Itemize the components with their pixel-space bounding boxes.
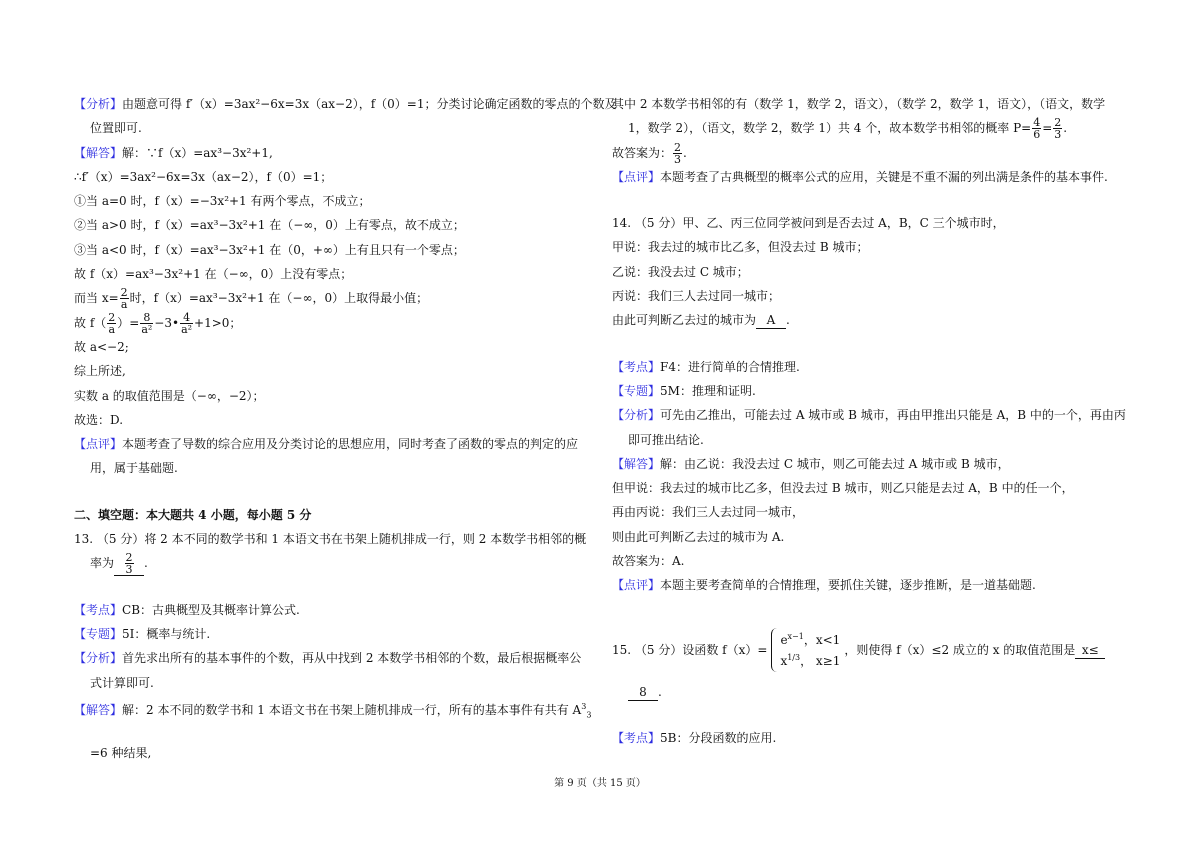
- question-13: 13. （5 分）将 2 本不同的数学书和 1 本语文书在书架上随机排成一行，则 2 本数学书相邻的概: [74, 532, 587, 547]
- denominator: 3: [1054, 128, 1062, 142]
- text-segment: +1>0；: [194, 315, 242, 330]
- text-segment: .: [1063, 121, 1068, 136]
- numerator: 2: [1054, 116, 1062, 130]
- text-line: 丙说：我们三人去过同一城市；: [612, 289, 781, 304]
- text-line: 故选：D.: [74, 412, 124, 427]
- solution-line: [74, 695, 592, 720]
- numerator: 4: [180, 312, 193, 324]
- denominator: 6: [1033, 128, 1041, 142]
- zhuanti-line: 【专题】5M：推理和证明.: [612, 383, 756, 398]
- text-line: ③当 a<0 时，f（x）=ax³−3x²+1 在（0，+∞）上有且只有一个零点；: [74, 242, 465, 257]
- kaodian-line: 【考点】F4：进行简单的合情推理.: [612, 359, 800, 374]
- answer-blank: x≤: [1075, 642, 1105, 659]
- text-line: 【解答】解：∵f（x）=ax³−3x²+1,: [74, 145, 273, 160]
- superscript: x−1: [787, 632, 804, 642]
- denominator: a²: [141, 322, 153, 336]
- text-line: 式计算即可.: [90, 675, 154, 690]
- piecewise-brace: [771, 628, 840, 672]
- text-segment: e: [780, 633, 788, 648]
- denominator: a²: [181, 322, 193, 336]
- numerator: 2: [108, 310, 116, 324]
- text-line: [612, 680, 1128, 704]
- text-segment: 时，f（x）=ax³−3x²+1 在（−∞，0）上取得最小值；: [129, 291, 429, 306]
- denominator: a: [108, 322, 116, 336]
- text-segment: .: [786, 313, 790, 328]
- answer-blank: 8: [628, 684, 658, 701]
- text-line: 故 f（x）=ax³−3x²+1 在（−∞，0）上没有零点；: [74, 267, 353, 282]
- text-line: 实数 a 的取值范围是（−∞，−2）；: [74, 388, 265, 403]
- text-segment: .: [144, 556, 148, 571]
- spacer: [612, 333, 1128, 355]
- solution-line: 【解答】解：由乙说：我没去过 C 城市，则乙可能去过 A 城市或 B 城市，: [612, 456, 1010, 471]
- fraction: [673, 142, 682, 165]
- section-tag: 【点评】: [612, 578, 661, 593]
- case-2: [780, 649, 840, 670]
- section-tag: 【分析】: [74, 97, 123, 111]
- page-footer: 第 9 页（共 15 页）: [554, 778, 646, 789]
- text-line: 其中 2 本数学书相邻的有（数学 1，数学 2，语文），（数学 2，数学 1，语文），（语文，数学: [612, 97, 1106, 111]
- fraction: [1053, 117, 1062, 140]
- section-tag: 【分析】: [74, 651, 123, 666]
- text-line: 甲说：我去过的城市比乙多，但没去过 B 城市；: [612, 240, 869, 255]
- section-tag: 【分析】: [612, 408, 661, 423]
- denominator: 3: [125, 563, 133, 577]
- text-line: 综上所述,: [74, 364, 126, 379]
- text-line: [612, 116, 1128, 140]
- comment-line: 【点评】本题主要考查简单的合情推理，要抓住关键，逐步推断，是一道基础题.: [612, 578, 1036, 593]
- denominator: 3: [674, 152, 682, 166]
- superscript: 1/3: [787, 653, 801, 663]
- section-tag: 【点评】: [612, 169, 661, 184]
- text-segment: 故 f（: [74, 315, 107, 330]
- comment-line: 【点评】本题考查了古典概型的概率公式的应用，关键是不重不漏的列出满是条件的基本事件.: [612, 169, 1108, 184]
- fraction: [120, 287, 129, 310]
- text-line: 【分析】由题意可得 f′（x）=3ax²−6x=3x（ax−2），f（0）=1；分类讨论确定函数的零点的个数及: [74, 97, 617, 111]
- zhuanti-line: 【专题】5I：概率与统计.: [74, 626, 211, 641]
- section-tag: 【考点】: [612, 359, 661, 374]
- comment-line: 【点评】本题考查了导数的综合应用及分类讨论的思想应用，同时考查了函数的零点的判定的应: [74, 437, 579, 452]
- text-line: [74, 286, 584, 310]
- text-line: [74, 311, 584, 335]
- section-tag: 【解答】: [74, 145, 123, 160]
- text-segment: 而当 x=: [74, 291, 119, 306]
- question-15: [612, 620, 1128, 680]
- fraction: [140, 312, 153, 335]
- spacer: [74, 576, 584, 598]
- answer-blank: A: [756, 312, 786, 329]
- denominator: a: [120, 298, 128, 312]
- case-1: [780, 628, 840, 649]
- text-line: 用，属于基础题.: [90, 461, 178, 476]
- text-segment: 由此可判断乙去过的城市为: [612, 313, 757, 328]
- spacer: [74, 481, 584, 503]
- spacer: [612, 704, 1128, 726]
- text-segment: ，则使得 f（x）≤2 成立的 x 的取值范围是: [844, 642, 1076, 657]
- analysis-line: [74, 92, 617, 116]
- spacer: [612, 189, 1128, 211]
- spacer: [74, 719, 584, 741]
- fraction: [107, 312, 116, 335]
- section-heading: 二、填空题：本大题共 4 小题，每小题 5 分: [74, 507, 312, 522]
- numerator: 2: [120, 286, 128, 300]
- numerator: 2: [674, 140, 682, 154]
- section-tag: 【专题】: [612, 383, 661, 398]
- text-line: 则由此可判断乙去过的城市为 A.: [612, 529, 785, 544]
- text-line: [612, 141, 1128, 165]
- left-column: [74, 92, 617, 765]
- text-line: 再由丙说：我们三人去过同一城市，: [612, 505, 805, 520]
- text-segment: .: [658, 684, 662, 699]
- text-segment: x: [780, 654, 788, 669]
- text-segment: ，x<1: [803, 633, 841, 648]
- text-segment: 15. （5 分）设函数 f（x）=: [612, 642, 768, 657]
- analysis-line: 【分析】首先求出所有的基本事件的个数，再从中找到 2 本数学书相邻的个数，最后根据概率公: [74, 651, 582, 666]
- text-line: [612, 308, 1128, 332]
- numerator: 4: [1033, 116, 1041, 130]
- text-segment: 率为: [90, 556, 115, 571]
- text-segment: 【解答】解：2 本不同的数学书和 1 本语文书在书架上随机排成一行，所有的基本事件有共有 A: [74, 702, 582, 717]
- text-segment: ， x≥1: [800, 654, 841, 669]
- section-tag: 【考点】: [612, 730, 661, 745]
- text-line: ∴f′（x）=3ax²−6x=3x（ax−2），f（0）=1；: [74, 169, 333, 184]
- text-line: 即可推出结论.: [628, 432, 704, 447]
- fraction: [125, 552, 134, 575]
- right-column: [612, 92, 1128, 750]
- question-13-answer: [74, 551, 584, 575]
- section-tag: 【解答】: [612, 456, 661, 471]
- spacer: [612, 598, 1128, 620]
- section-tag: 【点评】: [74, 437, 123, 452]
- text-line: 故 a<−2;: [74, 339, 129, 354]
- section-tag: 【考点】: [74, 602, 123, 617]
- text-segment: 故答案为：: [612, 145, 673, 160]
- superscript: 3: [581, 701, 587, 711]
- fraction: [180, 312, 193, 335]
- subscript: 3: [586, 710, 592, 720]
- text-line: 位置即可.: [90, 121, 142, 136]
- text-line: ①当 a=0 时，f（x）=−3x²+1 有两个零点，不成立；: [74, 194, 371, 209]
- section-tag: 【专题】: [74, 626, 123, 641]
- text-segment: .: [683, 145, 687, 160]
- text-segment: =: [1042, 121, 1053, 136]
- kaodian-line: 【考点】CB：古典概型及其概率计算公式.: [74, 602, 300, 617]
- text-line: =6 种结果,: [90, 746, 152, 761]
- text-segment: ）=: [117, 315, 140, 330]
- text-line: 乙说：我没去过 C 城市；: [612, 264, 749, 279]
- text-segment: −3•: [154, 315, 180, 330]
- answer-blank: [114, 552, 144, 576]
- numerator: 2: [125, 551, 133, 565]
- numerator: 8: [140, 312, 153, 324]
- text-line: ②当 a>0 时，f（x）=ax³−3x²+1 在（−∞，0）上有零点，故不成立；: [74, 218, 465, 233]
- section-tag: 【解答】: [74, 702, 123, 717]
- kaodian-line: 【考点】5B：分段函数的应用.: [612, 730, 777, 745]
- fraction: [1032, 117, 1041, 140]
- text-line: 但甲说：我去过的城市比乙多，但没去过 B 城市，则乙只能是去过 A，B 中的任一个，: [612, 481, 1074, 496]
- text-line: 故答案为：A.: [612, 554, 685, 569]
- text-segment: 1，数学 2），（语文，数学 2，数学 1）共 4 个，故本数学书相邻的概率 P=: [628, 121, 1032, 136]
- question-14: 14. （5 分）甲、乙、丙三位同学被问到是否去过 A，B，C 三个城市时，: [612, 216, 1005, 231]
- analysis-line: 【分析】可先由乙推出，可能去过 A 城市或 B 城市，再由甲推出只能是 A，B 中的一个，再由丙: [612, 408, 1126, 423]
